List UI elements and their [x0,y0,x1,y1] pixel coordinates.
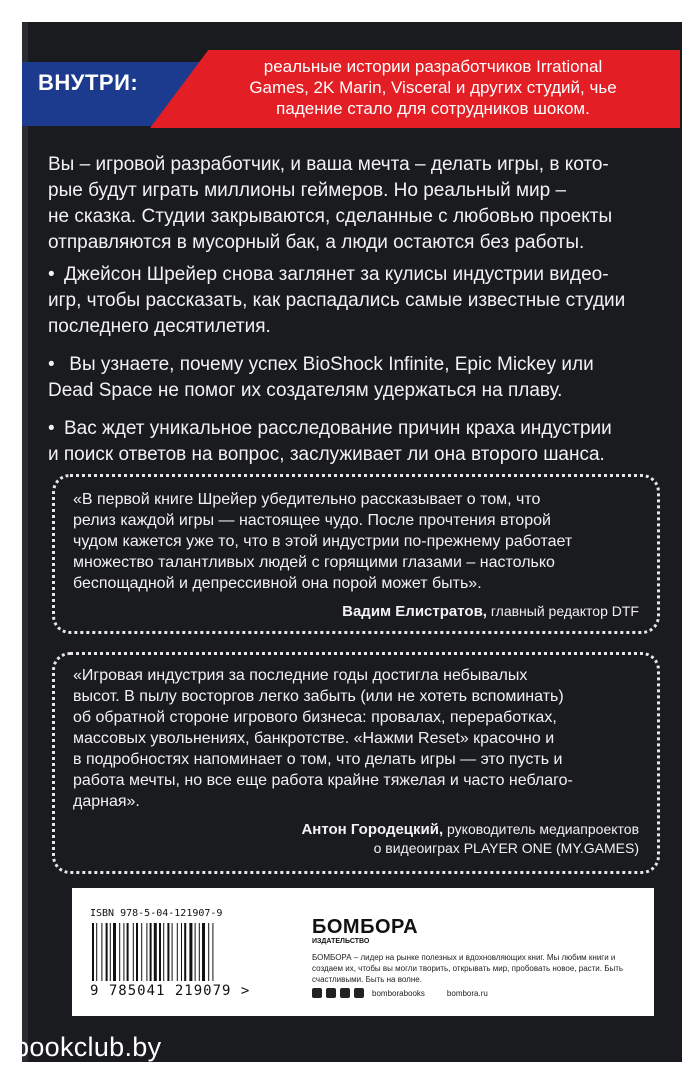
quote-line: «Игровая индустрия за последние годы достигла небывалых [73,667,528,684]
quote-text [73,489,639,594]
barcode-panel [72,888,654,1016]
quote-line: «В первой книге Шрейер убедительно рассказывает о том, что [73,491,541,508]
barcode-bar [208,923,209,981]
bullet-item [48,262,658,340]
social-handle: bomborabooks [372,988,425,998]
site-watermark: bookclub.by [14,1032,162,1062]
barcode-bar [177,923,178,981]
bullet-line: игр, чтобы рассказать, как распадались самые известные студии [48,290,626,311]
quote-attribution [73,602,639,621]
publisher-description: БОМБОРА – лидер на рынке полезных и вдохновляющих книг. Мы любим книги и создаем их, чтобы вы могли творить, открывать мир, пробовать новое, расти. Быть счастливыми. Быть на волне. [312,953,624,984]
quote-author-role: главный редактор DTF [490,603,639,619]
barcode-bar [92,923,94,981]
website-link[interactable]: bombora.ru [446,988,488,998]
barcode-bar [172,923,173,981]
social-row [312,988,488,998]
instagram-icon [354,988,364,998]
intro-line: отправляются в мусорный бак, а люди остаются без работы. [48,232,585,253]
bullet-line: последнего десятилетия. [48,316,271,337]
publisher-logo: БОМБОРА [312,916,419,938]
quote-line: релиз каждой игры — настоящее чудо. После прочтения второй [73,512,551,529]
vk-icon [326,988,336,998]
bullet-marker: • [48,418,55,439]
quote-text [73,665,639,812]
bullet-list [48,262,658,480]
bullet-marker: • [48,264,55,285]
barcode-bar [123,923,124,981]
bullet-line: и поиск ответов на вопрос, заслуживает ли она второго шанса. [48,444,605,465]
telegram-icon [312,988,322,998]
barcode-bar [167,923,169,981]
bullet-marker: • [48,354,55,375]
banner-line: падение стало для сотрудников шоком. [276,99,590,118]
intro-line: не сказка. Студии закрываются, сделанные с любовью проекты [48,206,613,227]
barcode-bar [96,923,97,981]
publisher-subtitle: ИЗДАТЕЛЬСТВО [312,938,370,945]
quote-attribution [73,820,639,858]
barcode-bar [154,923,157,981]
spine-edge [22,22,28,1062]
quote-author-role: о видеоиграх PLAYER ONE (MY.GAMES) [373,840,639,856]
quote-author-name: Вадим Елистратов, [342,603,487,620]
isbn-text: ISBN 978-5-04-121907-9 [90,908,223,919]
barcode-bar [133,923,134,981]
barcode-bar [119,923,120,981]
barcode-bar [106,923,108,981]
quote-line: массовых увольнениях, банкротстве. «Нажми Reset» красочно и [73,730,555,747]
intro-paragraph [48,152,648,256]
barcode-bar [136,923,138,981]
quote-line: высот. В пылу восторгов легко забыть (или не хотеть вспоминать) [73,688,564,705]
barcode-bar [110,923,111,981]
youtube-icon [340,988,350,998]
quote-line: чудом кажется уже то, что в этой индустрии по-прежнему работает [73,533,573,550]
bullet-line: Вы узнаете, почему успех BioShock Infinite, Epic Mickey или [64,354,594,375]
banner-line: реальные истории разработчиков Irrational [263,57,603,76]
barcode-bar [199,923,200,981]
barcode-bar [189,923,192,981]
barcode-bar [159,923,161,981]
quote-line: об обратной стороне игрового бизнеса: провалах, переработках, [73,709,557,726]
quote-line: дарная». [73,793,140,810]
bullet-item [48,416,658,468]
barcode-bar [202,923,205,981]
barcode-bar [181,923,182,981]
bullet-line: Джейсон Шрейер снова заглянет за кулисы индустрии видео- [64,264,609,285]
barcode-digits: 9 785041 219079 > [90,983,251,999]
quote-box-gorodetsky [52,652,660,874]
bullet-line: Dead Space не помог их создателям удержаться на плаву. [48,380,563,401]
barcode-bar [163,923,164,981]
quote-box-elistratov [52,474,660,634]
quote-line: беспощадной и депрессивной она порой может быть». [73,575,482,592]
barcode-bar [150,923,152,981]
quote-line: множество талантливых людей с горящими глазами – настолько [73,554,555,571]
bullet-item [48,352,658,404]
banner-label: ВНУТРИ: [38,70,139,95]
banner-line: Games, 2K Marin, Visceral и других студий, чье [249,78,617,97]
banner-text [198,56,668,119]
barcode-bar [113,923,116,981]
barcode-bar [146,923,147,981]
intro-line: Вы – игровой разработчик, и ваша мечта – делать игры, в кото- [48,154,609,175]
quote-line: работа мечты, но все еще работа крайне тяжелая и часто неблаго- [73,772,573,789]
intro-line: рые будут играть миллионы геймеров. Но реальный мир – [48,180,567,201]
barcode-bar [101,923,102,981]
bullet-line: Вас ждет уникальное расследование причин краха индустрии [64,418,612,439]
barcode-bar [127,923,129,981]
barcode-bar [195,923,196,981]
quote-author-role: руководитель медиапроектов [447,821,639,837]
barcode-icon [90,923,268,981]
barcode-bar [184,923,186,981]
quote-line: в подробностях напоминает о том, что делать игры — это пусть и [73,751,563,768]
barcode-bar [212,923,213,981]
barcode-bar [141,923,142,981]
quote-author-name: Антон Городецкий, [301,821,444,838]
